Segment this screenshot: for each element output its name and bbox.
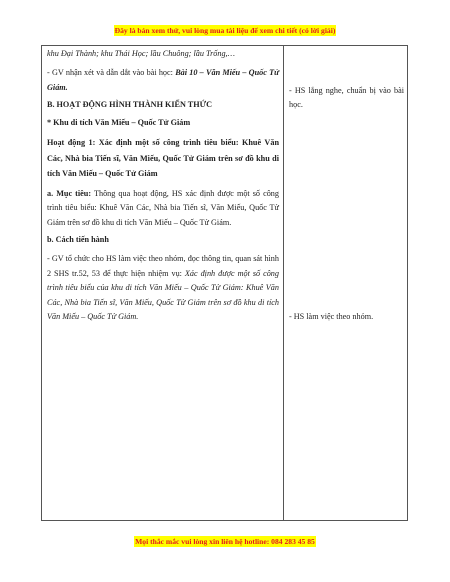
activity-heading: Hoạt động 1: Xác định một số công trình tiêu biểu: Khuê Văn Các, Nhà bia Tiến sĩ, Văn Miếu, Quốc Tử Giám trên sơ đồ khu di tích Văn Miếu – Quốc Tử Giám [47,138,279,179]
preview-banner [0,26,450,35]
hotline-text: Mọi thắc mắc vui lòng xin liên hệ hotline: 084 283 45 85 [135,537,315,546]
teacher-intro-paragraph [47,66,279,95]
teacher-intro-text: - GV nhận xét và dẫn dắt vào bài học: [47,68,176,78]
lesson-plan-table [41,45,408,521]
lesson-title: Bài 10 – Văn Miếu – Quốc Tử Giám. [47,68,280,92]
hotline-banner [0,537,450,546]
goal-paragraph [47,187,279,230]
preview-banner-text: Đây là bản xem thử, vui lòng mua tài liệu để xem chi tiết (có lời giải) [114,26,336,35]
goal-text: Thông qua hoạt động, HS xác định được một số công trình tiêu biểu: Khuê Văn Các, Nhà bia Tiến sĩ, Văn Miếu, Quốc Tử Giám trên sơ đồ khu di tích Văn Miếu – Quốc Tử Giám. [47,188,279,227]
table-row [42,46,408,521]
procedure-heading: b. Cách tiến hành [47,235,109,245]
student-activity-column [284,46,408,521]
teacher-activity-column [42,46,284,521]
student-note-listen: - HS lắng nghe, chuẩn bị vào bài học. [289,86,404,110]
procedure-task: Xác định được một số công trình tiêu biểu của khu di tích Văn Miếu – Quốc Tử Giám: Khuê Văn Các, Nhà bia Tiến sĩ, Văn Miếu, Quốc Tử Giám trên sơ đồ khu di tích Văn Miếu – Quốc Tử Giám. [47,268,279,322]
subsection-heading: * Khu di tích Văn Miếu – Quốc Tử Giám [47,117,191,127]
section-b-heading: B. HOẠT ĐỘNG HÌNH THÀNH KIẾN THỨC [47,100,213,110]
procedure-text: - GV tổ chức cho HS làm việc theo nhóm, đọc thông tin, quan sát hình 2 SHS tr.52, 53 để thực hiện nhiệm vụ: [47,254,279,278]
zones-list-text: khu Đại Thành; khu Thái Học; lầu Chuông; lầu Trống,… [47,49,235,58]
procedure-paragraph [47,252,279,324]
student-note-group: - HS làm việc theo nhóm. [289,312,374,321]
goal-label: a. Mục tiêu: [47,188,92,198]
